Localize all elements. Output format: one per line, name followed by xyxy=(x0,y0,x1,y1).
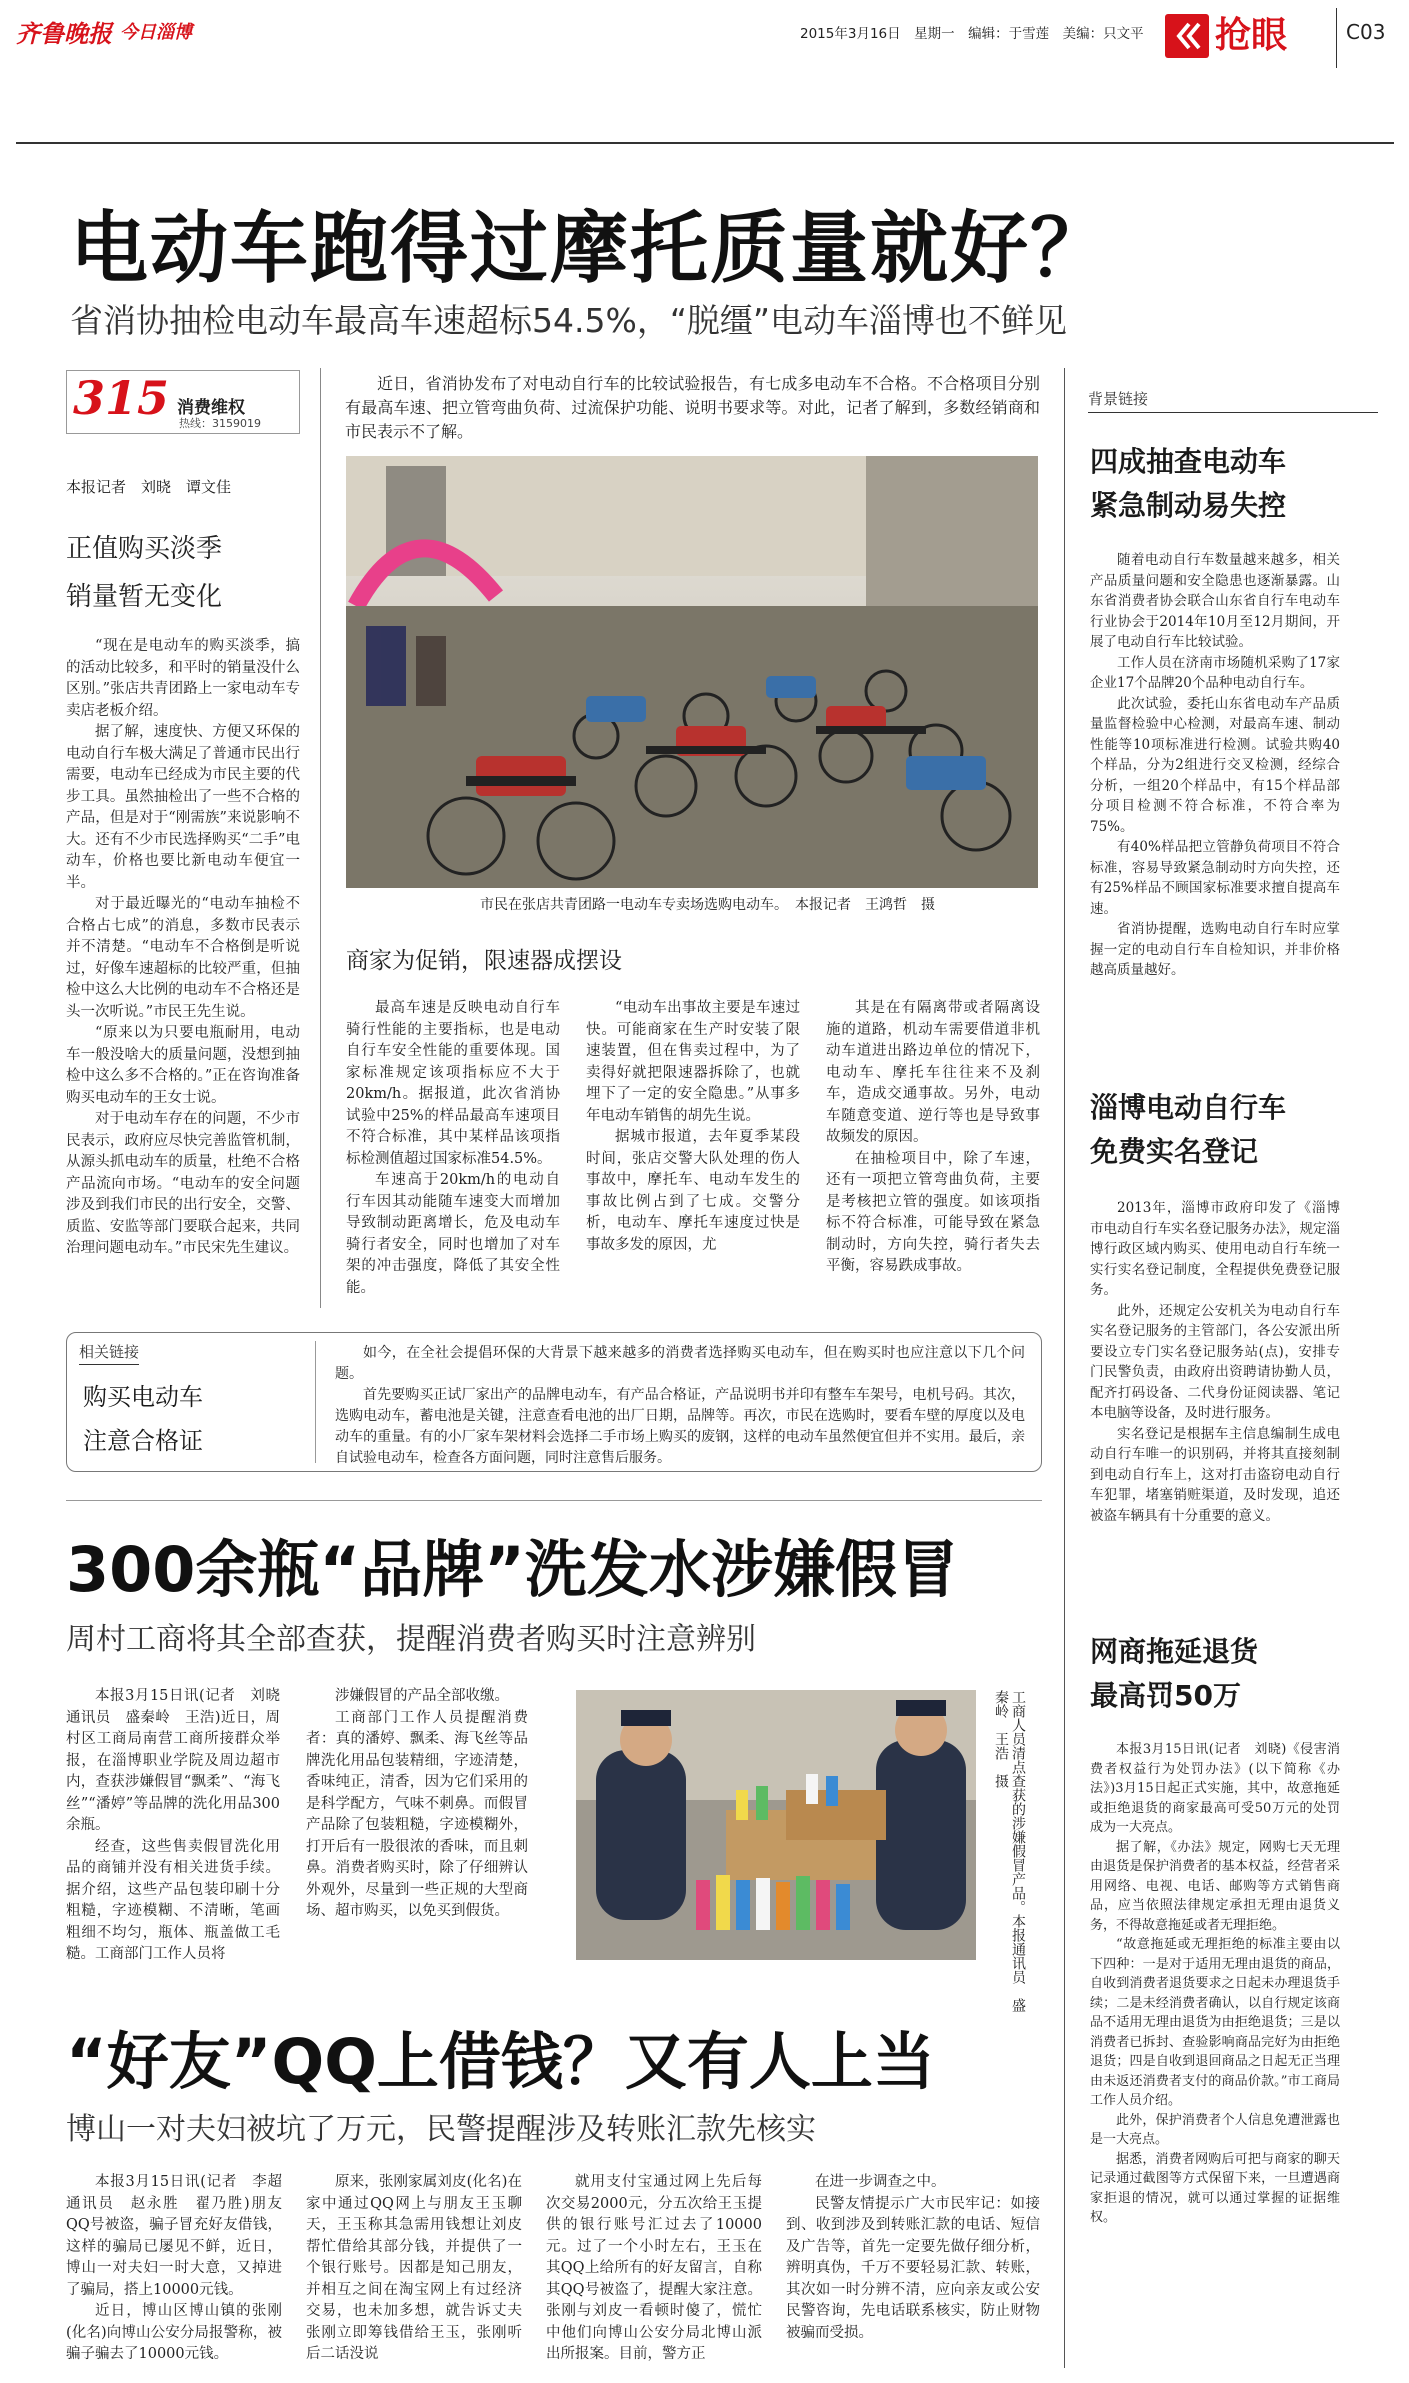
sidebar-s2-body xyxy=(1090,1198,1340,1526)
story2-col2 xyxy=(306,1686,528,1923)
related-body xyxy=(335,1343,1025,1469)
sidebar-s3-body xyxy=(1090,1740,1340,2228)
story2-col2-para: 工商部门工作人员提醒消费者：真的潘婷、飘柔、海飞丝等品牌洗化用品包装精细，字迹清楚，香味纯正，清香，因为它们采用的是科学配方，气味不刺鼻。而假冒产品除了包装粗糙，字迹模糊外，打开后有一股很浓的香味，而且刺鼻。消费者购买时，除了仔细辨认外观外，尽量到一些正规的大型商场、超市购买，以免买到假货。 xyxy=(306,1709,528,1919)
lead-section1-title-1: 正值购买淡季 xyxy=(66,534,223,564)
logo-315 xyxy=(66,370,300,434)
lead-col2-para: 车速高于20km/h的电动自行车因其动能随车速变大而增加导致制动距离增长，危及电动车骑行者安全，同时也增加了对车架的冲击强度，降低了其安全性能。 xyxy=(346,1172,560,1296)
lead-photo-caption: 市民在张店共青团路一电动车专卖场选购电动车。 本报记者 王鸿哲 摄 xyxy=(480,897,935,913)
story3-col2-para: 原来，张刚家属刘皮(化名)在家中通过QQ网上与朋友王玉聊天，王玉称其急需用钱想让刘皮帮忙借给其部分钱，并提供了一个银行账号。因都是知己朋友，并相互之间在淘宝网上有过经济交易，也未加多想，就告诉丈夫张刚立即筹钱借给王玉，张刚听后二话没说 xyxy=(306,2174,522,2362)
sidebar-s1-para: 省消协提醒，选购电动自行车时应掌握一定的电动自行车自检知识，并非价格越高质量越好。 xyxy=(1090,921,1340,978)
story3-headline: “好友”QQ上借钱？又有人上当 xyxy=(66,2025,935,2098)
masthead xyxy=(0,0,1409,60)
sidebar-s2-para: 实名登记是根据车主信息编制生成电动自行车唯一的识别码，并将其直接刻制到电动自行车上，这对打击盗窃电动自行车犯罪，堵塞销赃渠道，及时发现，追还被盗车辆具有十分重要的意义。 xyxy=(1090,1425,1340,1524)
story3-col1 xyxy=(66,2172,297,2366)
sidebar-divider xyxy=(1064,368,1065,2368)
related-title-1: 购买电动车 xyxy=(83,1383,203,1411)
story3-col2 xyxy=(306,2172,522,2366)
sidebar-s1-title-1: 四成抽查电动车 xyxy=(1090,445,1287,478)
lead-col3-para: “电动车出事故主要是车速过快。可能商家在生产时安装了限速装置，但在售卖过程中，为了卖得好就把限速器拆除了，也就埋下了一定的安全隐患。”从事多年电动车销售的胡先生说。 xyxy=(586,1000,800,1124)
ebike-showroom-photo xyxy=(346,456,1038,888)
section-name: 今日淄博 xyxy=(120,22,192,43)
sidebar-s1-para: 此次试验，委托山东省电动车产品质量监督检验中心检测，对最高车速、制动性能等10项标准进行检测。试验共购40个样品，分为2组进行交叉检测，经综合分析，一组20个样品中，有15个样品部分项目检测不符合标准，不符合率为75%。 xyxy=(1090,695,1340,835)
story2-col1-para: 本报3月15日讯(记者 刘晓 通讯员 盛秦岭 王浩)近日，周村区工商局南营工商所接群众举报，在淄博职业学院及周边超市内，查获涉嫌假冒“飘柔”、“海飞丝”“潘婷”等品牌的洗化用品300余瓶。 xyxy=(66,1688,295,1833)
story2-photo xyxy=(576,1690,976,1960)
lead-col2-para: 最高车速是反映电动自行车骑行性能的主要指标，也是电动自行车安全性能的重要体现。国家标准规定该项指标应不大于20km/h。据报道，此次省消协试验中25%的样品最高车速项目不符合标准，其中某样品该项指标检测值超过国家标准54.5%。 xyxy=(346,1000,560,1167)
lead-col1 xyxy=(66,636,300,1260)
story2-col1 xyxy=(66,1686,295,1966)
counterfeit-products-photo xyxy=(576,1690,976,1960)
masthead-rule xyxy=(16,142,1394,144)
sidebar-s1-title-2: 紧急制动易失控 xyxy=(1090,489,1287,522)
chevron-left-icon xyxy=(1165,14,1209,58)
related-divider xyxy=(315,1341,316,1463)
related-box xyxy=(66,1332,1042,1472)
logo-315-hotline: 热线：3159019 xyxy=(179,417,261,430)
sidebar-s2-title-1: 淄博电动自行车 xyxy=(1090,1091,1287,1124)
sidebar-s1-para: 工作人员在济南市场随机采购了17家企业17个品牌20个品种电动自行车。 xyxy=(1090,654,1340,691)
lead-col4 xyxy=(826,998,1040,1278)
lead-col3-para: 据城市报道，去年夏季某段时间，张店交警大队处理的伤人事故中，摩托车、电动车发生的事故比例占到了七成。交警分析，电动车、摩托车速度过快是事故多发的原因，尤 xyxy=(586,1129,800,1253)
sidebar-s1-para: 有40%样品把立管静负荷项目不符合标准，容易导致紧急制动时方向失控，还有25%样品不顾国家标准要求擅自提高车速。 xyxy=(1090,839,1340,917)
sidebar-s2-para: 此外，还规定公安机关为电动自行车实名登记服务的主管部门，各公安派出所要设立专门实名登记服务站(点)，安排专门民警负责，由政府出资聘请协勤人员，配齐打码设备、二代身份证阅读器、笔记本电脑等设备，及时进行服务。 xyxy=(1090,1302,1340,1421)
sidebar-tag: 背景链接 xyxy=(1088,390,1149,408)
story2-col2-para: 涉嫌假冒的产品全部收缴。 xyxy=(335,1688,509,1704)
sidebar-s1-body xyxy=(1090,550,1340,981)
lead-col1-para: “原来以为只要电瓶耐用，电动车一般没啥大的质量问题，没想到抽检中这么多不合格的。”正在咨询准备购买电动车的王女士说。 xyxy=(66,1025,300,1106)
lead-subheadline: 省消协抽检电动车最高车速超标54.5%，“脱缰”电动车淄博也不鲜见 xyxy=(70,301,1068,340)
story3-col4 xyxy=(786,2172,1040,2344)
sidebar-s1-para: 随着电动自行车数量越来越多，相关产品质量问题和安全隐患也逐渐暴露。山东省消费者协会联合山东省自行车电动车行业协会于2014年10月至12月期间，开展了电动自行车比较试验。 xyxy=(1090,552,1340,650)
story2-headline: 300余瓶“品牌”洗发水涉嫌假冒 xyxy=(66,1533,959,1606)
related-title-2: 注意合格证 xyxy=(83,1427,203,1455)
story3-col1-para: 本报3月15日讯(记者 李超 通讯员 赵永胜 翟乃胜)朋友QQ号被盗，骗子冒充好友借钱，这样的骗局已屡见不鲜，近日，博山一对夫妇一时大意，又掉进了骗局，搭上10000元钱。 xyxy=(66,2174,297,2298)
section-badge-label: 抢眼 xyxy=(1215,15,1288,56)
sidebar-s3-title-2: 最高罚50万 xyxy=(1090,1679,1241,1712)
lead-col1-para: 对于电动车存在的问题，不少市民表示，政府应尽快完善监管机制，从源头抓电动车的质量，杜绝不合格产品流向市场。“电动车的安全问题涉及到我们市民的出行安全，交警、质监、安监等部门要联合起来，共同治理问题电动车。”市民宋先生建议。 xyxy=(66,1111,300,1256)
story2-rule xyxy=(66,1500,1042,1501)
sidebar-s3-para: 此外，保护消费者个人信息免遭泄露也是一大亮点。 xyxy=(1090,2112,1340,2147)
lead-byline: 本报记者 刘晓 谭文佳 xyxy=(66,478,232,496)
lead-col3 xyxy=(586,998,800,1256)
lead-headline: 电动车跑得过摩托质量就好？ xyxy=(70,204,1111,294)
lead-col2 xyxy=(346,998,560,1299)
story3-col4-para: 在进一步调查之中。 xyxy=(815,2174,946,2190)
sidebar-s3-para: 据悉，消费者网购后可把与商家的聊天记录通过截图等方式保留下来，一旦遭遇商家拒退的情况，就可以通过掌握的证据维权。 xyxy=(1090,2151,1340,2225)
lead-photo xyxy=(346,456,1038,888)
section-badge xyxy=(1165,14,1325,58)
story3-subheadline: 博山一对夫妇被坑了万元，民警提醒涉及转账汇款先核实 xyxy=(66,2112,816,2147)
sidebar-s3-para: 据了解，《办法》规定，网购七天无理由退货是保护消费者的基本权益，经营者采用网络、电视、电话、邮购等方式销售商品，应当依照法律规定承担无理由退货义务，不得故意拖延或者无理拒绝。 xyxy=(1090,1839,1340,1933)
column-divider xyxy=(320,368,321,1308)
sidebar-s3-para: “故意拖延或无理拒绝的标准主要由以下四种：一是对于适用无理由退货的商品，自收到消费者退货要求之日起未办理退货手续；二是未经消费者确认，以自行规定该商品不适用无理由退货为由拒绝退货；三是以消费者已拆封、查验影响商品完好为由拒绝退货；四是自收到退回商品之日起无正当理由未返还消费者支付的商品价款。”市工商局工作人员介绍。 xyxy=(1090,1937,1340,2108)
lead-intro xyxy=(345,372,1040,444)
lead-col1-para: 据了解，速度快、方便又环保的电动自行车极大满足了普通市民出行需要，电动车已经成为市民主要的代步工具。虽然抽检出了一些不合格的产品，但是对于“刚需族”来说影响不大。还有不少市民选择购买“二手”电动车，价格也要比新电动车便宜一半。 xyxy=(66,724,300,891)
story3-col3 xyxy=(546,2172,762,2366)
related-para: 首先要购买正试厂家出产的品牌电动车，有产品合格证，产品说明书并印有整车车架号，电机号码。其次，选购电动车，蓄电池是关键，注意查看电池的出厂日期，品牌等。再次，市民在选购时，要看车壁的厚度以及电动车的重量。有的小厂家车架材料会选择二手市场上购买的废钢，这样的电动车虽然便宜但并不实用。最后，亲自试验电动车，检查各方面问题，同时注意售后服务。 xyxy=(335,1387,1025,1466)
story3-col1-para: 近日，博山区博山镇的张刚(化名)向博山公安分局报警称，被骗子骗去了10000元钱。 xyxy=(66,2303,282,2362)
sidebar-s3-para: 本报3月15日讯(记者 刘晓)《侵害消费者权益行为处罚办法》(以下简称《办法》)3月15日起正式实施，其中，故意拖延或拒绝退货的商家最高可受50万元的处罚成为一大亮点。 xyxy=(1090,1742,1340,1835)
sidebar-tag-rule xyxy=(1088,412,1378,413)
sidebar-s2-title-2: 免费实名登记 xyxy=(1090,1135,1259,1168)
masthead-divider xyxy=(1336,8,1337,68)
story3-col3-para: 就用支付宝通过网上先后每次交易2000元，分五次给王玉提供的银行账号汇过去了10000元。过了一个小时左右，王玉在其QQ上给所有的好友留言，自称其QQ号被盗了，提醒大家注意。张刚与刘皮一看顿时傻了，慌忙中他们向博山公安分局北博山派出所报案。目前，警方正 xyxy=(546,2174,762,2362)
lead-intro-text: 近日，省消协发布了对电动自行车的比较试验报告，有七成多电动车不合格。不合格项目分别有最高车速、把立管弯曲负荷、过流保护功能、说明书要求等。对此，记者了解到，多数经销商和市民表示不了解。 xyxy=(345,374,1040,441)
related-para: 如今，在全社会提倡环保的大背景下越来越多的消费者选择购买电动车，但在购买时也应注意以下几个问题。 xyxy=(335,1345,1025,1382)
lead-col1-para: 对于最近曝光的“电动车抽检不合格占七成”的消息，多数市民表示并不清楚。“电动车不合格倒是听说过，好像车速超标的比较严重，但抽检中这么大比例的电动车不合格还是头一次听说。”市民王先生说。 xyxy=(66,896,300,1020)
lead-col4-para: 在抽检项目中，除了车速，还有一项把立管弯曲负荷，主要是考核把立管的强度。如该项指标不符合标准，可能导致在紧急制动时，方向失控，骑行者失去平衡，容易跌成事故。 xyxy=(826,1150,1040,1274)
sidebar-s2-para: 2013年，淄博市政府印发了《淄博市电动自行车实名登记服务办法》，规定淄博行政区域内购买、使用电动自行车统一实行实名登记制度，全程提供免费登记服务。 xyxy=(1090,1200,1340,1298)
page-code: C03 xyxy=(1346,20,1386,44)
lead-col4-para: 其是在有隔离带或者隔离设施的道路，机动车需要借道非机动车道进出路边单位的情况下，电动车、摩托车往往来不及刹车，造成交通事故。另外，电动车随意变道、逆行等也是导致事故频发的原因。 xyxy=(826,1000,1040,1145)
paper-logo: 齐鲁晚报 xyxy=(16,19,112,48)
story2-col1-para: 经查，这些售卖假冒洗化用品的商铺并没有相关进货手续。据介绍，这些产品包装印刷十分粗糙，字迹模糊、不清晰，笔画粗细不均匀，瓶体、瓶盖做工毛糙。工商部门工作人员将 xyxy=(66,1838,280,1962)
lead-section2-title: 商家为促销，限速器成摆设 xyxy=(346,948,622,974)
story2-subheadline: 周村工商将其全部查获，提醒消费者购买时注意辨别 xyxy=(66,1622,756,1657)
logo-315-number: 315 xyxy=(73,371,170,425)
story3-col4-para: 民警友情提示广大市民牢记：如接到、收到涉及到转账汇款的电话、短信及广告等，首先一定要先做仔细分析，辨明真伪，千万不要轻易汇款、转账，其次如一时分辨不清，应向亲友或公安民警咨询，先电话联系核实，防止财物被骗而受损。 xyxy=(786,2195,1040,2341)
lead-section1-title-2: 销量暂无变化 xyxy=(66,582,223,612)
story2-caption: 工商人员清点查获的涉嫌假冒产品。本报通讯员 盛秦岭 王浩 摄 xyxy=(993,1690,1026,2012)
lead-col1-para: “现在是电动车的购买淡季，搞的活动比较多，和平时的销量没什么区别。”张店共青团路上一家电动车专卖店老板介绍。 xyxy=(66,638,300,719)
logo-315-text: 消费维权 xyxy=(177,398,245,418)
related-tag: 相关链接 xyxy=(79,1341,139,1365)
sidebar-s3-title-1: 网商拖延退货 xyxy=(1090,1635,1259,1668)
date-line: 2015年3月16日 星期一 编辑：于雪莲 美编：只文平 xyxy=(800,26,1144,42)
